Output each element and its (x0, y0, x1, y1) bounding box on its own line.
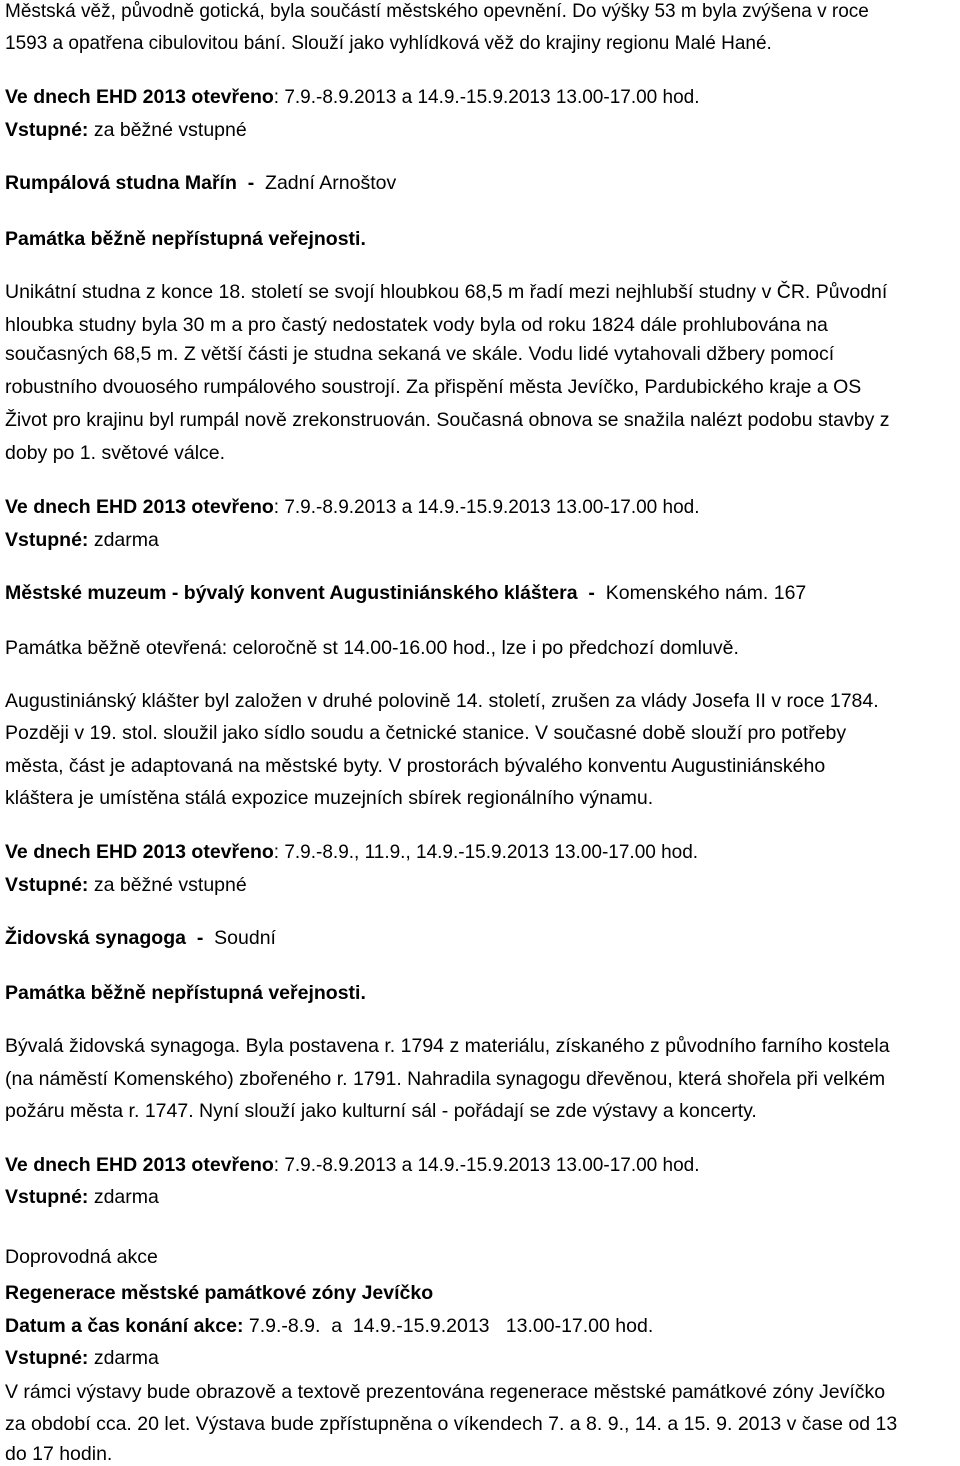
synagogue-text-2: (na náměstí Komenského) zbořeného r. 1791. Nahradila synagogu dřevěnou, která shořela při velkém (5, 1068, 886, 1090)
museum-heading (5, 581, 806, 605)
well-text-4: robustního dvouosého rumpálového soustrojí. Za přispění města Jevíčko, Pardubického kraje a OS (5, 376, 862, 398)
intro-line-1: Městská věž, původně gotická, byla součástí městského opevnění. Do výšky 53 m byla zvýšena v roce (5, 1, 869, 22)
well-text-1: Unikátní studna z konce 18. století se svojí hloubkou 68,5 m řadí mezi nejhlubší studny v ČR. Původní (5, 281, 888, 303)
open-value: : 7.9.-8.9.2013 a 14.9.-15.9.2013 13.00-17.00 hod. (273, 497, 700, 518)
well-name: Rumpálová studna Mařín (5, 172, 237, 194)
synagogue-open-hours (5, 1153, 700, 1178)
open-label: Ve dnech EHD 2013 otevřeno (5, 1154, 274, 1176)
event-heading: Doprovodná akce (5, 1246, 158, 1268)
open-label: Ve dnech EHD 2013 otevřeno (5, 841, 274, 863)
entry-value: za běžné vstupné (88, 874, 247, 896)
event-title: Regenerace městské památkové zóny Jevíčko (5, 1282, 434, 1304)
event-text-3: do 17 hodin. (5, 1443, 113, 1465)
entry-label: Vstupné: (5, 874, 89, 896)
well-text-2: hloubka studny byla 30 m a pro častý nedostatek vody byla od roku 1824 dále prohlubována na (5, 314, 828, 336)
synagogue-location: Soudní (214, 927, 276, 949)
well-notice: Památka běžně nepřístupná veřejnosti. (5, 228, 366, 250)
open-label: Ve dnech EHD 2013 otevřeno (5, 496, 274, 518)
museum-name: Městské muzeum - bývalý konvent Augustiniánského kláštera (5, 582, 578, 604)
event-date (5, 1314, 653, 1338)
museum-text-2: Později v 19. stol. sloužil jako sídlo soudu a četnické stanice. V současné době slouží pro potřeby (5, 722, 847, 744)
intro-open-hours (5, 85, 700, 110)
entry-label: Vstupné: (5, 1347, 89, 1369)
entry-label: Vstupné: (5, 119, 89, 141)
event-date-value: 7.9.-8.9. a 14.9.-15.9.2013 13.00-17.00 hod. (243, 1315, 654, 1337)
entry-value: zdarma (88, 529, 159, 551)
well-text-5: Život pro krajinu byl rumpál nově zrekonstruován. Současná obnova se snažila nalézt podobu stavby z (5, 409, 890, 431)
open-value: : 7.9.-8.9., 11.9., 14.9.-15.9.2013 13.00-17.00 hod. (273, 842, 699, 863)
synagogue-notice: Památka běžně nepřístupná veřejnosti. (5, 982, 366, 1004)
museum-text-1: Augustiniánský klášter byl založen v druhé polovině 14. století, zrušen za vlády Josefa II v roce 1784. (5, 690, 879, 712)
museum-open-hours (5, 840, 698, 865)
event-text-2: za období cca. 20 let. Výstava bude zpřístupněna o víkendech 7. a 8. 9., 14. a 15. 9. 2013 v čase od 13 (5, 1413, 898, 1435)
heading-separator: - (577, 582, 606, 604)
event-text-1: V rámci výstavy bude obrazově a textově prezentována regenerace městské památkové zóny Jevíčko (5, 1381, 886, 1403)
heading-separator: - (185, 927, 215, 949)
synagogue-heading (5, 926, 276, 950)
synagogue-entry (5, 1185, 159, 1209)
well-heading (5, 171, 396, 195)
open-value: : 7.9.-8.9.2013 a 14.9.-15.9.2013 13.00-17.00 hod. (273, 87, 700, 108)
open-label: Ve dnech EHD 2013 otevřeno (5, 86, 274, 108)
well-entry (5, 528, 159, 552)
entry-value: zdarma (88, 1347, 159, 1369)
event-date-label: Datum a čas konání akce: (5, 1315, 244, 1337)
well-text-3: současných 68,5 m. Z větší části je studna sekaná ve skále. Vodu lidé vytahovali džbery pomocí (5, 343, 835, 365)
synagogue-text-1: Bývalá židovská synagoga. Byla postavena r. 1794 z materiálu, získaného z původního farního kostela (5, 1035, 890, 1057)
museum-notice: Památka běžně otevřená: celoročně st 14.00-16.00 hod., lze i po předchozí domluvě. (5, 637, 739, 659)
museum-entry (5, 873, 247, 897)
entry-label: Vstupné: (5, 1186, 89, 1208)
museum-text-4: kláštera je umístěna stálá expozice muzejních sbírek regionálního výnamu. (5, 787, 654, 809)
entry-label: Vstupné: (5, 529, 89, 551)
intro-entry (5, 118, 247, 142)
entry-value: zdarma (88, 1186, 159, 1208)
entry-value: za běžné vstupné (88, 119, 247, 141)
well-location: Zadní Arnoštov (265, 172, 397, 194)
well-open-hours (5, 495, 700, 520)
synagogue-text-3: požáru města r. 1747. Nyní slouží jako kulturní sál - pořádají se zde výstavy a koncerty. (5, 1100, 757, 1122)
museum-text-3: města, část je adaptovaná na městské byty. V prostorách bývalého konventu Augustiniánského (5, 755, 826, 777)
heading-separator: - (236, 172, 266, 194)
intro-line-2: 1593 a opatřena cibulovitou bání. Slouží jako vyhlídková věž do krajiny regionu Malé Hané. (5, 33, 772, 54)
open-value: : 7.9.-8.9.2013 a 14.9.-15.9.2013 13.00-17.00 hod. (273, 1155, 700, 1176)
well-text-6: doby po 1. světové válce. (5, 442, 226, 464)
event-entry (5, 1346, 159, 1370)
museum-location: Komenského nám. 167 (605, 582, 807, 604)
synagogue-name: Židovská synagoga (5, 927, 186, 949)
